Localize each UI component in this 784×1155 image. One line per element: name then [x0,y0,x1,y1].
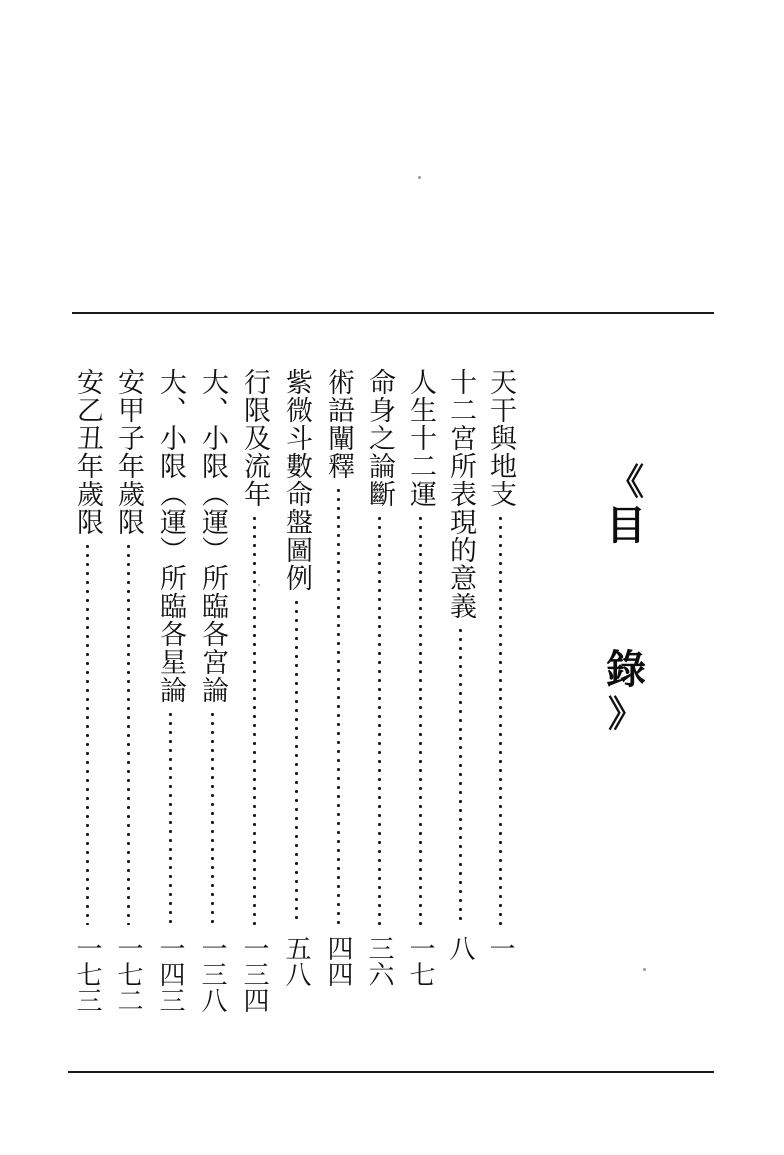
leader-dots [253,514,256,925]
top-rule [72,312,714,314]
heading-char-record: 錄 [606,647,646,693]
scan-speck [643,968,646,971]
leader-dots [211,710,214,925]
toc-entry[interactable] [153,368,187,1018]
leader-dots [127,542,130,925]
entry-title: 安甲子年歲限 [113,368,144,536]
leader-dots [169,710,172,925]
entry-page-number: 八 [445,935,475,961]
scan-speck [258,584,260,586]
entry-page-number: 一三八 [197,935,227,1013]
toc-entry[interactable] [403,368,437,1018]
scan-speck [418,176,421,179]
bottom-rule [68,1071,714,1073]
heading-close-bracket: 》 [607,694,644,735]
toc-entry[interactable] [362,368,396,1018]
leader-dots [86,542,89,925]
toc-entry[interactable] [443,368,477,1018]
entry-title: 安乙丑年歲限 [72,368,103,536]
toc-heading [603,462,649,735]
entry-page-number: 一三四 [239,935,269,1013]
entry-title: 天干與地支 [485,368,516,508]
leader-dots [499,514,502,925]
toc-entry[interactable] [321,368,355,1018]
entry-page-number: 一七二 [113,935,143,1013]
toc-entry[interactable] [70,368,104,1018]
entry-title: 人生十二運 [405,368,436,508]
entry-title: 命身之論斷 [364,368,395,508]
entry-page-number: 一七三 [72,935,102,1013]
heading-char-contents: 目 [606,503,646,549]
entry-page-number: 一七 [405,935,435,987]
toc-entry[interactable] [483,368,517,1018]
toc-entry[interactable] [195,368,229,1018]
entry-page-number: 一四三 [155,935,185,1013]
entry-title: 紫微斗數命盤圖例 [281,368,312,592]
entry-page-number: 一 [485,935,515,961]
leader-dots [295,598,298,925]
heading-open-bracket: 《 [607,462,644,503]
leader-dots [419,514,422,925]
leader-dots [337,486,340,925]
entry-title: 大、小限︵運︶所臨各宮論 [197,368,228,704]
entry-page-number: 三六 [364,935,394,987]
entry-title: 十二宮所表現的意義 [445,368,476,620]
entry-title: 行限及流年 [239,368,270,508]
entry-title: 術語闡釋 [323,368,354,480]
leader-dots [459,626,462,925]
toc-entry[interactable] [237,368,271,1018]
entry-page-number: 四四 [323,935,353,987]
entry-page-number: 五八 [281,935,311,987]
toc-entry[interactable] [279,368,313,1018]
toc-entry[interactable] [111,368,145,1018]
leader-dots [378,514,381,925]
entry-title: 大、小限︵運︶所臨各星論 [155,368,186,704]
